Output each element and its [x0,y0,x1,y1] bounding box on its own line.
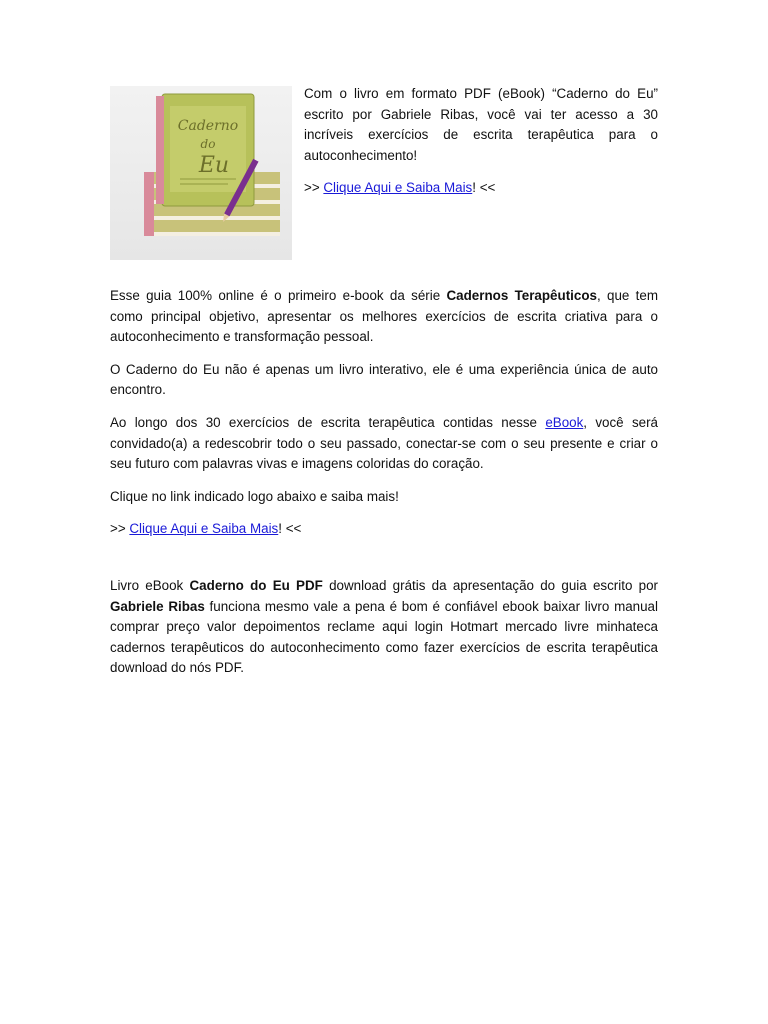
intro-text: Com o livro em formato PDF (eBook) “Caderno do Eu” escrito por Gabriele Ribas, você vai ter acesso a 30 incríveis exercícios de escrita terapêutica para o autoconhecimento! [304,86,658,163]
svg-text:Eu: Eu [198,153,230,178]
float-clear-spacer [110,264,658,286]
cta-suffix: ! << [278,521,302,537]
click-below-text: Clique no link indicado logo abaixo e saiba mais! [110,488,399,504]
interactive-paragraph [110,360,658,401]
seo-bold-title: Caderno do Eu PDF [189,577,323,593]
document-content [110,84,658,691]
guide-bold-series: Cadernos Terapêuticos [446,288,597,303]
cta-suffix: ! << [472,180,496,196]
clique-aqui-link-bottom[interactable]: Clique Aqui e Saiba Mais [129,521,279,537]
ebook-link[interactable]: eBook [545,414,584,430]
exercises-paragraph [110,413,658,475]
seo-bold-author: Gabriele Ribas [110,598,205,614]
seo-text-1: Livro eBook [110,577,190,593]
svg-text:Caderno: Caderno [177,118,239,134]
book-stack-illustration [110,86,292,260]
svg-text:do: do [200,137,216,151]
guide-text-1: Esse guia 100% online é o primeiro e-book da série [110,288,447,303]
cta-prefix: >> [304,180,324,196]
interactive-text: O Caderno do Eu não é apenas um livro interativo, ele é uma experiência única de auto encontro. [110,361,658,398]
cta-prefix: >> [110,521,130,537]
seo-text-2: download grátis da apresentação do guia escrito por [322,577,658,593]
click-below-paragraph [110,487,658,508]
guide-paragraph [110,286,658,348]
clique-aqui-link-top[interactable]: Clique Aqui e Saiba Mais [323,180,473,196]
seo-paragraph [110,576,658,679]
seo-text-3: funciona mesmo vale a pena é bom é confiável ebook baixar livro manual comprar preço valor depoimentos reclame aqui login Hotmart mercado livre minhateca cadernos terapêuticos do autoconhecimento como fazer exercícios de escrita terapêutica download do nós PDF. [110,598,658,676]
guide-text-2: , que tem como principal objetivo, apresentar os melhores exercícios de escrita criativa para o autoconhecimento e transformação pessoal. [110,288,658,345]
exercises-text-2: , você será convidado(a) a redescobrir todo o seu passado, conectar-se com o seu presente e criar o seu futuro com palavras vivas e imagens coloridas do coração. [110,414,658,472]
book-cover-image [110,86,292,260]
cta-paragraph-bottom [110,519,658,540]
exercises-text-1: Ao longo dos 30 exercícios de escrita terapêutica contidas nesse [110,414,546,430]
